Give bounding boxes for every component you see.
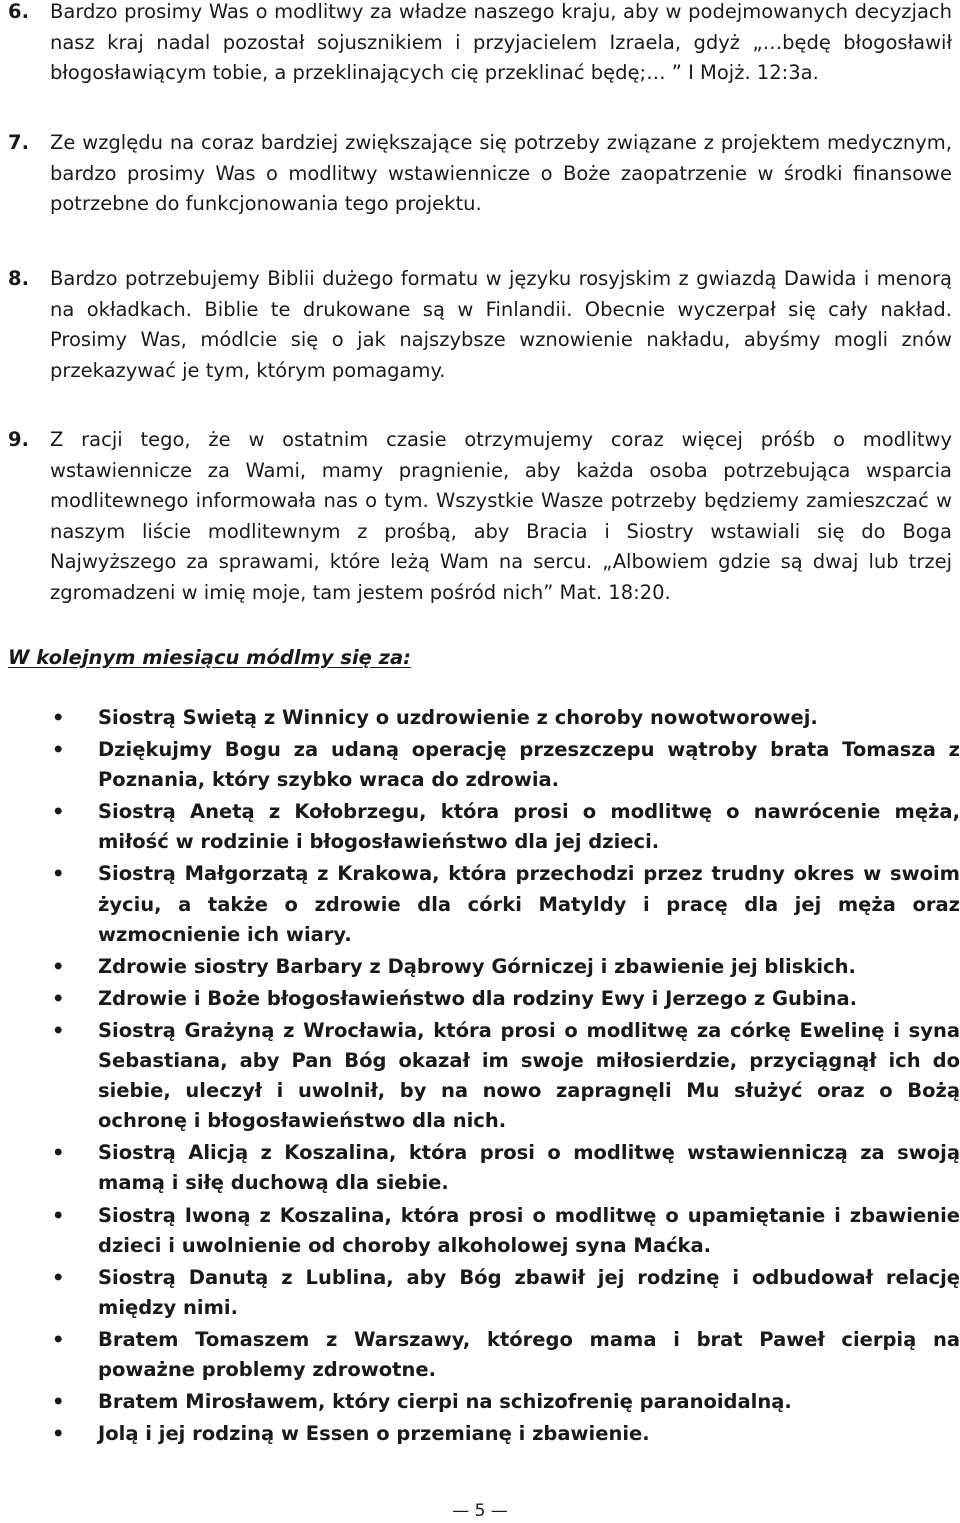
bullet-icon: • <box>52 954 65 978</box>
paragraph-9 <box>8 425 952 608</box>
prayer-item-text: Bratem Tomaszem z Warszawy, którego mama i brat Paweł cierpią na poważne problemy zdrowotne. <box>98 1327 960 1381</box>
prayer-item <box>8 984 960 1014</box>
prayer-list-heading: W kolejnym miesiącu módlmy się za: <box>8 646 411 669</box>
paragraph-text: Bardzo prosimy Was o modlitwy za władze naszego kraju, aby w podejmowanych decyzjach nasz kraj nadal pozostał sojusznikiem i przyjacielem Izraela, gdyż „…będę błogosławił błogosławiącym tobie, a przeklinających cię przeklinać będę;… ” I Mojż. 12:3a. <box>50 0 952 84</box>
prayer-item-text: Siostrą Iwoną z Koszalina, która prosi o modlitwę o upamiętanie i zbawienie dzieci i uwolnienie od choroby alkoholowej syna Maćka. <box>98 1203 960 1257</box>
bullet-icon: • <box>52 1141 65 1165</box>
page-number: — 5 — <box>452 1501 508 1521</box>
prayer-item <box>8 797 960 857</box>
bullet-icon: • <box>52 706 65 729</box>
prayer-item-text: Siostrą Anetą z Kołobrzegu, która prosi o modlitwę o nawrócenie męża, miłość w rodzinie i błogosławieństwo dla jej dzieci. <box>98 800 960 854</box>
bullet-icon: • <box>52 1018 65 1042</box>
paragraph-number: 6. <box>8 0 29 23</box>
prayer-item-text: Bratem Mirosławem, który cierpi na schizofrenię paranoidalną. <box>98 1390 792 1414</box>
prayer-item <box>8 703 960 733</box>
bullet-icon: • <box>52 862 65 886</box>
paragraph-text: Ze względu na coraz bardziej zwiększające się potrzeby związane z projektem medycznym, bardzo prosimy Was o modlitwy wstawiennicze o Boże zaopatrzenie w środki finansowe potrzebne do funkcjonowania tego projektu. <box>50 131 952 215</box>
prayer-item-text: Siostrą Małgorzatą z Krakowa, która przechodzi przez trudny okres w swoim życiu, a także o zdrowie dla córki Matyldy i pracę dla jej męża oraz wzmocnienie ich wiary. <box>98 862 960 946</box>
bullet-icon: • <box>52 1265 65 1289</box>
prayer-item-text: Siostrą Grażyną z Wrocławia, która prosi o modlitwę za córkę Ewelinę i syna Sebastiana, aby Pan Bóg okazał im swoje miłosierdzie, przyciągnął ich do siebie, uleczył i uwolnił, by na nowo zapragnęli Mu służyć oraz o Bożą ochronę i błogosławieństwo dla nich. <box>98 1018 960 1133</box>
prayer-item <box>8 1016 960 1136</box>
prayer-item <box>8 735 960 795</box>
prayer-item <box>8 1325 960 1385</box>
prayer-item-text: Siostrą Swietą z Winnicy o uzdrowienie z choroby nowotworowej. <box>98 706 818 729</box>
prayer-item <box>8 952 960 982</box>
paragraph-text: Bardzo potrzebujemy Biblii dużego formatu w języku rosyjskim z gwiazdą Dawida i menorą na okładkach. Biblie te drukowane są w Finlandii. Obecnie wyczerpał się cały nakład. Prosimy Was, módlcie się o jak najszybsze wznowienie nakładu, abyśmy mogli znów przekazywać je tym, którym pomagamy. <box>50 267 952 382</box>
bullet-icon: • <box>52 1422 65 1446</box>
bullet-icon: • <box>52 738 65 762</box>
paragraph-number: 9. <box>8 428 29 451</box>
paragraph-7 <box>8 128 952 220</box>
prayer-item <box>8 1138 960 1198</box>
prayer-item-text: Siostrą Danutą z Lublina, aby Bóg zbawił jej rodzinę i odbudował relację między nimi. <box>98 1265 960 1319</box>
prayer-item-text: Zdrowie i Boże błogosławieństwo dla rodziny Ewy i Jerzego z Gubina. <box>98 986 858 1010</box>
prayer-list <box>8 703 960 1451</box>
bullet-icon: • <box>52 986 65 1010</box>
paragraph-number: 7. <box>8 131 29 154</box>
paragraph-text: Z racji tego, że w ostatnim czasie otrzymujemy coraz więcej próśb o modlitwy wstawiennicze za Wami, mamy pragnienie, aby każda osoba potrzebująca wsparcia modlitewnego informowała nas o tym. Wszystkie Wasze potrzeby będziemy zamieszczać w naszym liście modlitewnym z prośbą, aby Bracia i Siostry wstawiali się do Boga Najwyższego za sprawami, które leżą Wam na sercu. „Albowiem gdzie są dwaj lub trzej zgromadzeni w imię moje, tam jestem pośród nich” Mat. 18:20. <box>50 428 952 604</box>
paragraph-number: 8. <box>8 267 29 290</box>
prayer-item <box>8 1201 960 1261</box>
prayer-item <box>8 1387 960 1417</box>
bullet-icon: • <box>52 800 65 824</box>
paragraph-8 <box>8 264 952 386</box>
prayer-item-text: Dziękujmy Bogu za udaną operację przeszczepu wątroby brata Tomasza z Poznania, który szybko wraca do zdrowia. <box>98 738 960 792</box>
prayer-item-text: Siostrą Alicją z Koszalina, która prosi o modlitwę wstawienniczą za swoją mamą i siłę duchową dla siebie. <box>98 1141 960 1195</box>
bullet-icon: • <box>52 1327 65 1351</box>
prayer-item-text: Zdrowie siostry Barbary z Dąbrowy Górniczej i zbawienie jej bliskich. <box>98 954 856 978</box>
prayer-item <box>8 1419 960 1449</box>
prayer-item-text: Jolą i jej rodziną w Essen o przemianę i zbawienie. <box>98 1422 650 1446</box>
bullet-icon: • <box>52 1203 65 1227</box>
paragraph-6 <box>8 0 952 89</box>
prayer-item <box>8 1263 960 1323</box>
prayer-item <box>8 859 960 949</box>
bullet-icon: • <box>52 1390 65 1414</box>
